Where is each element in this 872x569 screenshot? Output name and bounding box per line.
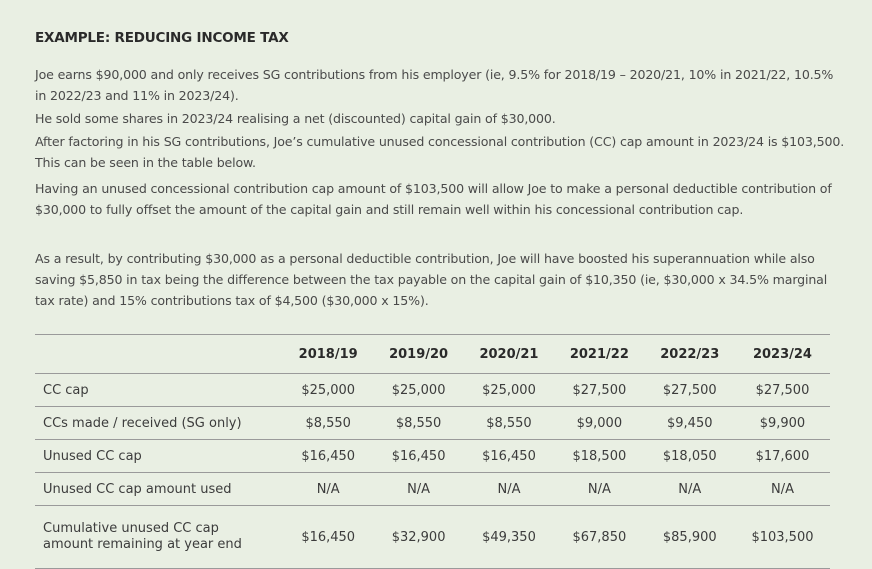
table-cell: $9,900 [735,407,830,440]
table-header-row [35,335,830,374]
row-label: Unused CC cap amount used [35,473,283,506]
table-cell: $18,050 [645,440,735,473]
column-header: 2019/20 [373,335,463,374]
row-label [35,506,283,569]
table-cell: $25,000 [464,374,554,407]
table-cell: $27,500 [554,374,644,407]
table-cell: $16,450 [373,440,463,473]
cc-cap-table [35,334,830,569]
table-cell: $49,350 [464,506,554,569]
table-row [35,440,830,473]
paragraph-income: Joe earns $90,000 and only receives SG contributions from his employer (ie, 9.5% for 2018/19 – 2020/21, 10% in 2021/22, 10.5% in 2022/23 and 11% in 2023/24). [35,67,834,103]
table-cell: N/A [735,473,830,506]
row-label: Unused CC cap [35,440,283,473]
table-row [35,473,830,506]
table-row [35,374,830,407]
table-cell: $27,500 [735,374,830,407]
column-header: 2020/21 [464,335,554,374]
table-cell: $25,000 [373,374,463,407]
table-row [35,506,830,569]
table-cell: N/A [283,473,373,506]
row-label: CCs made / received (SG only) [35,407,283,440]
table-cell: $8,550 [373,407,463,440]
table-cell: $9,000 [554,407,644,440]
table-cell: N/A [373,473,463,506]
table-cell: $18,500 [554,440,644,473]
table-cell: N/A [554,473,644,506]
column-header: 2018/19 [283,335,373,374]
table-row [35,407,830,440]
column-header: 2021/22 [554,335,644,374]
paragraph-shares: He sold some shares in 2023/24 realising a net (discounted) capital gain of $30,000. [35,111,556,126]
row-label-line: amount remaining at year end [43,537,242,552]
column-header: 2023/24 [735,335,830,374]
table-cell: $17,600 [735,440,830,473]
table-cell: N/A [645,473,735,506]
table-cell: $16,450 [464,440,554,473]
table-cell: $16,450 [283,440,373,473]
paragraph-unused-cap: After factoring in his SG contributions, Joe’s cumulative unused concessional contribution (CC) cap amount in 2023/24 is $103,500. This can be seen in the table below. [35,134,845,170]
table-cell: $9,450 [645,407,735,440]
example-heading: EXAMPLE: REDUCING INCOME TAX [35,30,289,46]
table-cell: $25,000 [283,374,373,407]
table-cell: $8,550 [283,407,373,440]
table-cell: N/A [464,473,554,506]
row-label-line: Cumulative unused CC cap [43,521,219,536]
paragraph-result: As a result, by contributing $30,000 as a personal deductible contribution, Joe will have boosted his superannuation while also saving $5,850 in tax being the difference between the tax payable on the capital gain of $10,350 (ie, $30,000 x 34.5% marginal tax rate) and 15% contributions tax of $4,500 ($30,000 x 15%). [35,251,828,308]
table-cell: $103,500 [735,506,830,569]
table-cell: $27,500 [645,374,735,407]
table-cell: $16,450 [283,506,373,569]
table-cell: $32,900 [373,506,463,569]
table-cell: $67,850 [554,506,644,569]
table-cell: $8,550 [464,407,554,440]
table-header-blank [35,335,283,374]
row-label: CC cap [35,374,283,407]
table-cell: $85,900 [645,506,735,569]
column-header: 2022/23 [645,335,735,374]
paragraph-deductible: Having an unused concessional contribution cap amount of $103,500 will allow Joe to make a personal deductible contribution of $30,000 to fully offset the amount of the capital gain and still remain well within his concessional contribution cap. [35,181,832,217]
